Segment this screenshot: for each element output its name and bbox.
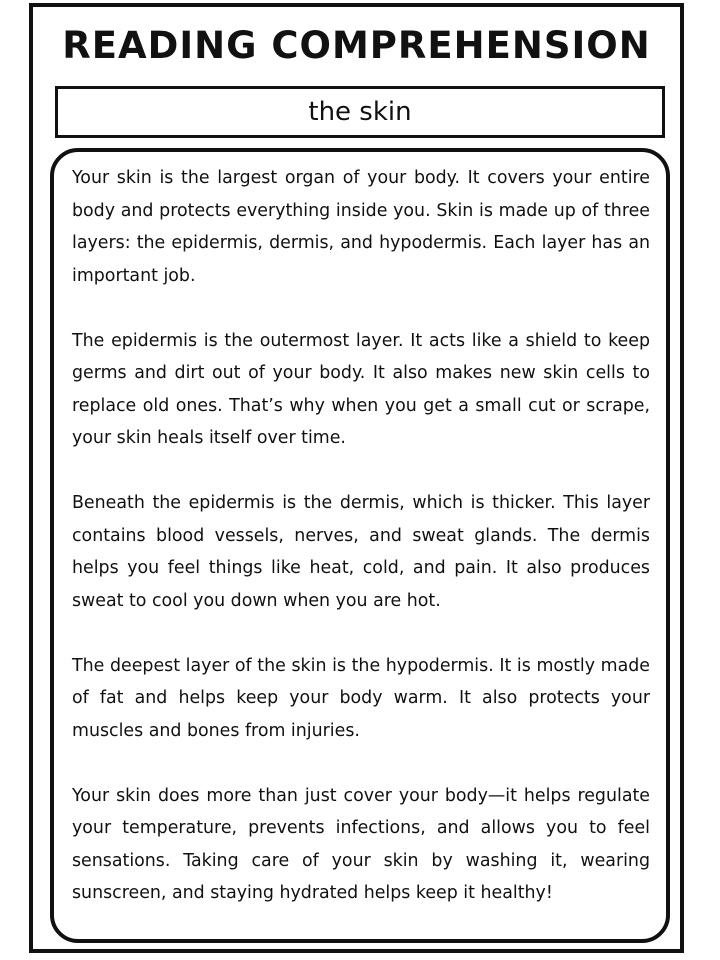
passage-paragraph-4: The deepest layer of the skin is the hypodermis. It is mostly made of fat and helps keep your body warm. It also protects your muscles and bones from injuries. (72, 655, 650, 741)
subtitle-box (55, 86, 665, 138)
worksheet-frame (29, 3, 684, 953)
subtitle-text: the skin (308, 97, 412, 127)
passage-paragraph-5: Your skin does more than just cover your body—it helps regulate your temperature, prevents infections, and allows you to feel sensations. Taking care of your skin by washing it, wearing sunscreen, and staying hydrated helps keep it healthy! (72, 785, 650, 903)
passage-paragraph-3: Beneath the epidermis is the dermis, which is thicker. This layer contains blood vessels, nerves, and sweat glands. The dermis helps you feel things like heat, cold, and pain. It also produces sweat to cool you down when you are hot. (72, 493, 650, 611)
page-title: READING COMPREHENSION (62, 24, 651, 67)
passage-box (50, 148, 670, 943)
passage-paragraph-1: Your skin is the largest organ of your body. It covers your entire body and protects everything inside you. Skin is made up of three layers: the epidermis, dermis, and hypodermis. Each layer has an important job. (72, 168, 650, 286)
passage-paragraph-2: The epidermis is the outermost layer. It acts like a shield to keep germs and dirt out of your body. It also makes new skin cells to replace old ones. That’s why when you get a small cut or scrape, your skin heals itself over time. (72, 330, 650, 448)
